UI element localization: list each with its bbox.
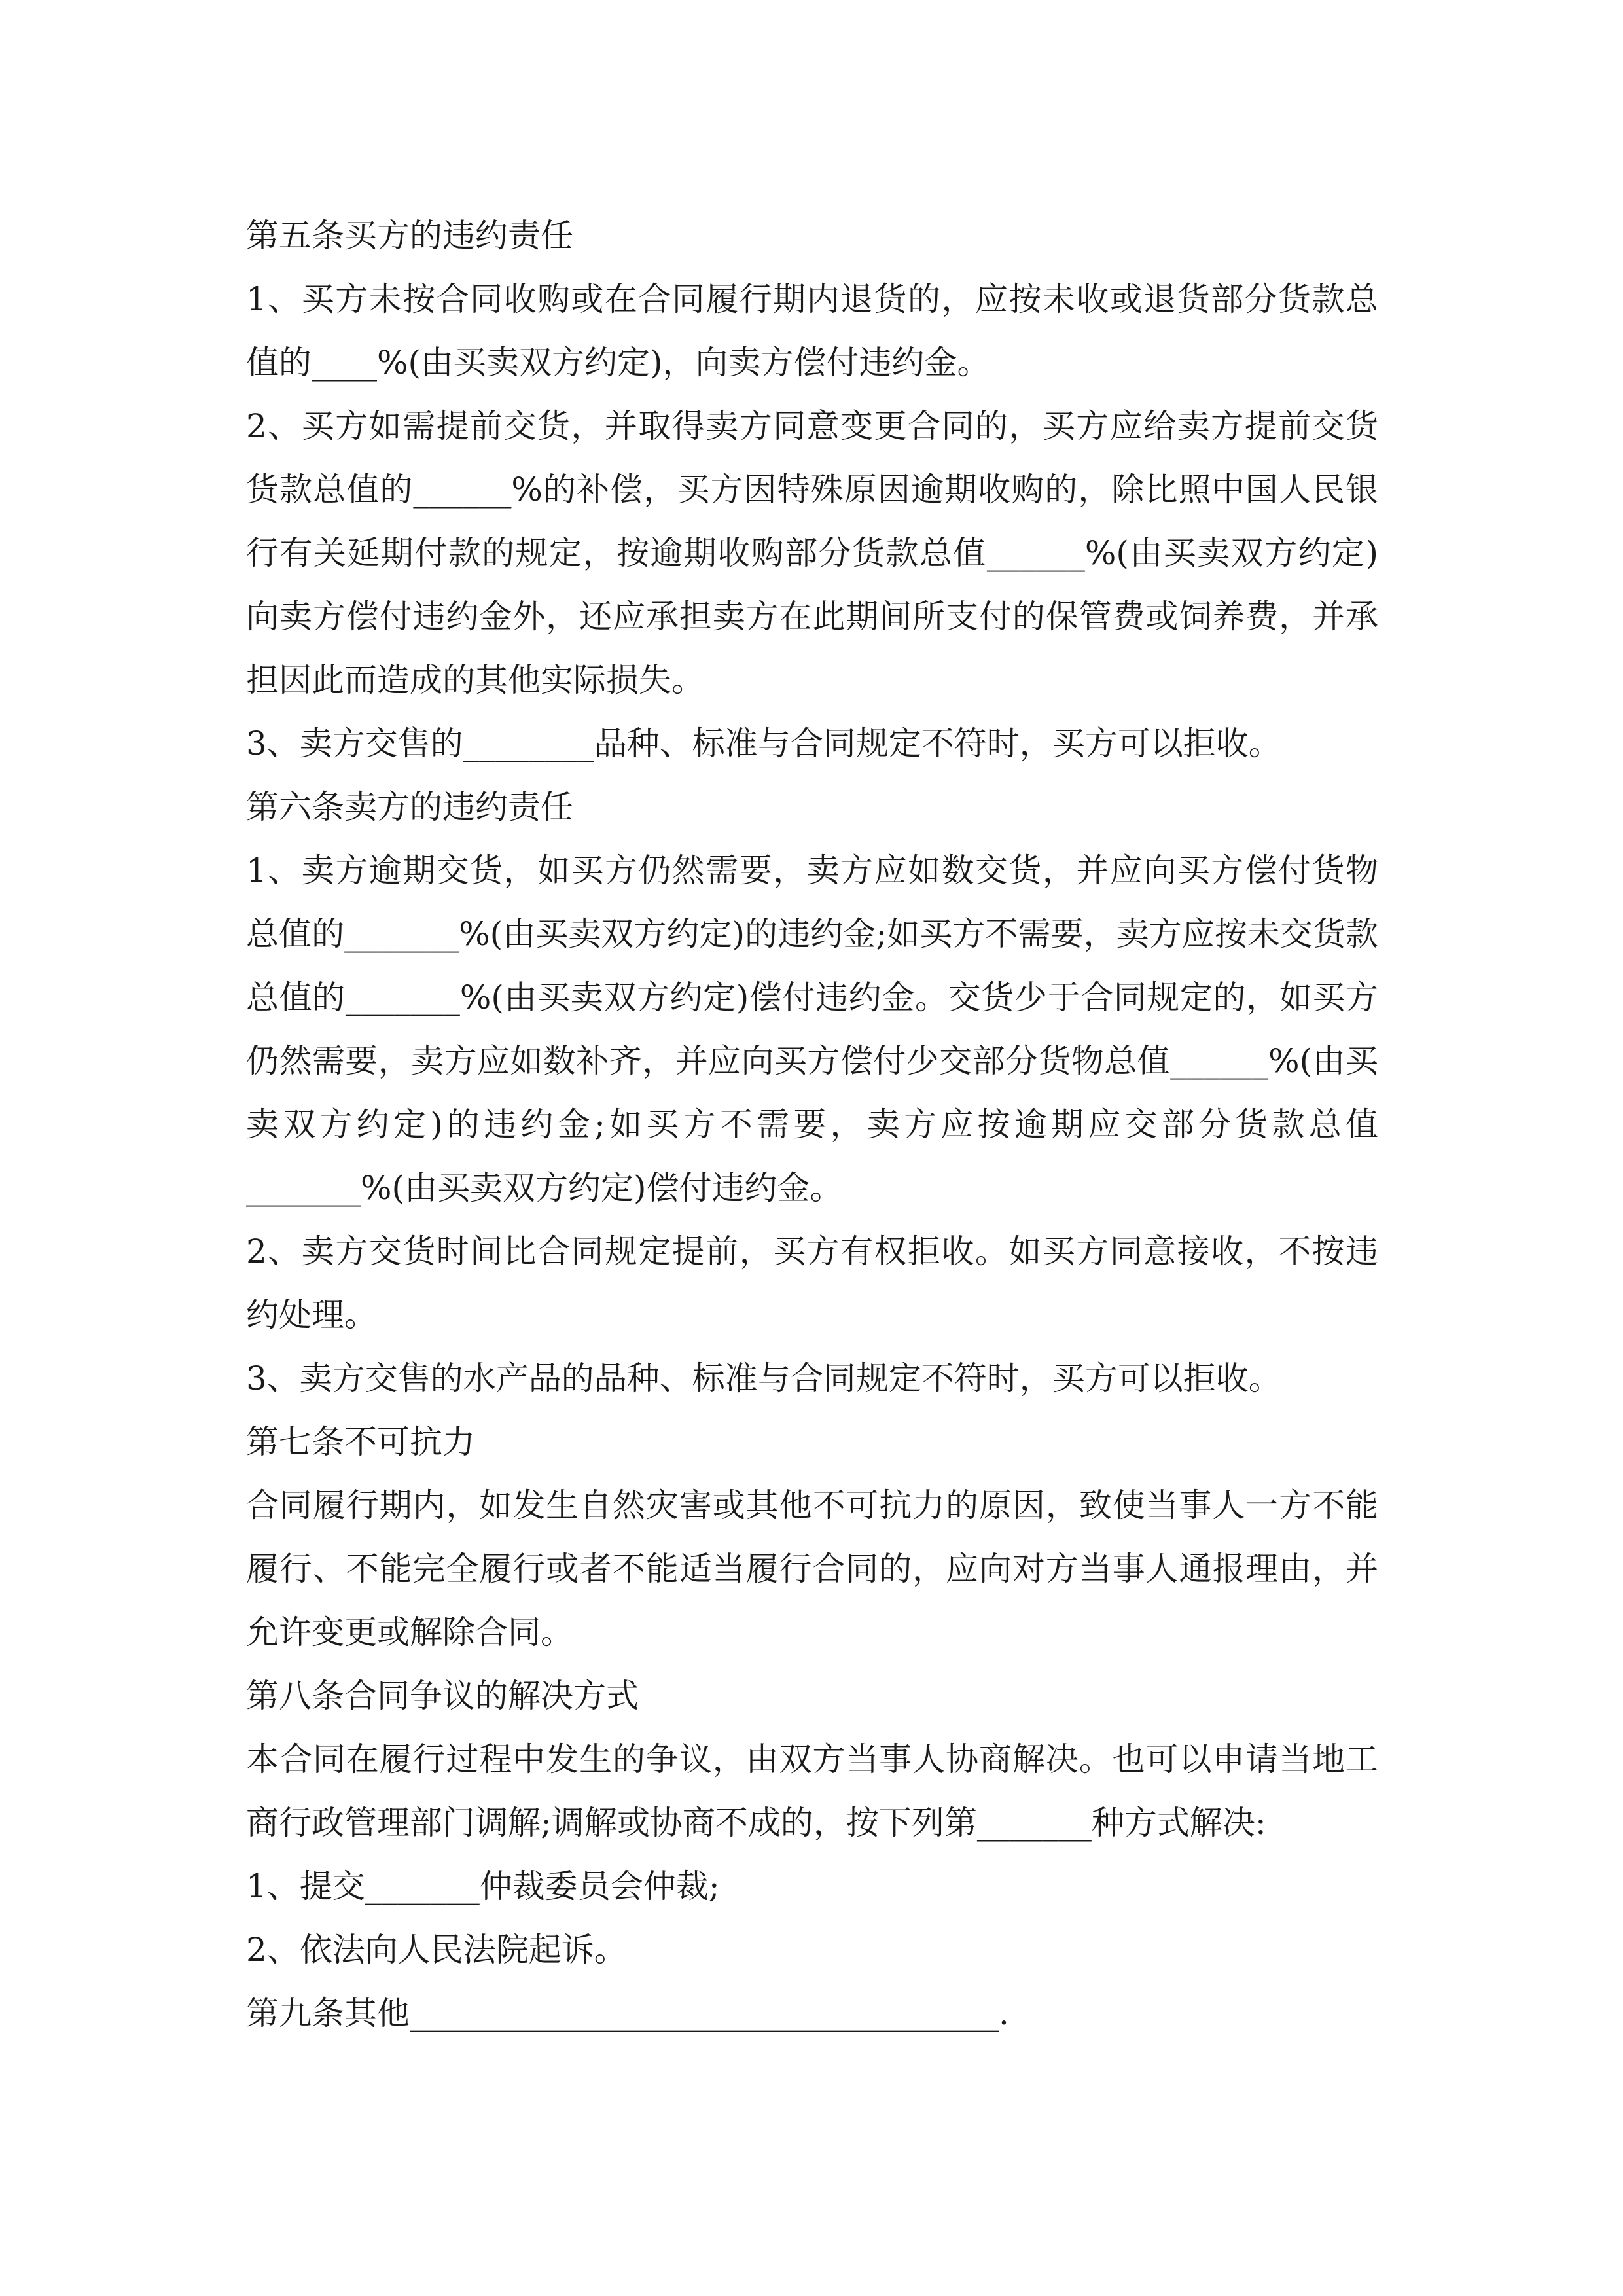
article-7-heading: 第七条不可抗力	[246, 1423, 475, 1461]
article-5-clause-2: 2、买方如需提前交货，并取得卖方同意变更合同的，买方应给卖方提前交货货款总值的______%的补偿，买方因特殊原因逾期收购的，除比照中国人民银行有关延期付款的规定，按逾期收购部分货款总值______%(由买卖双方约定)向卖方偿付违约金外，还应承担卖方在此期间所支付的保管费或饲养费，并承担因此而造成的其他实际损失。	[246, 407, 1378, 699]
article-5-heading: 第五条买方的违约责任	[246, 217, 573, 255]
article-8-text: 本合同在履行过程中发生的争议，由双方当事人协商解决。也可以申请当地工商行政管理部门调解;调解或协商不成的，按下列第_______种方式解决:	[246, 1740, 1378, 1842]
article-6-clause-3: 3、卖方交售的水产品的品种、标准与合同规定不符时，买方可以拒收。	[246, 1359, 1281, 1397]
article-5-clause-1: 1、买方未按合同收购或在合同履行期内退货的，应按未收或退货部分货款总值的____%(由买卖双方约定)，向卖方偿付违约金。	[246, 280, 1378, 382]
article-9-heading: 第九条其他____________________________________.	[246, 1994, 1009, 2032]
article-8-option-1: 1、提交_______仲裁委员会仲裁;	[246, 1867, 720, 1905]
article-8-heading: 第八条合同争议的解决方式	[246, 1677, 639, 1715]
article-6-clause-1: 1、卖方逾期交货，如买方仍然需要，卖方应如数交货，并应向买方偿付货物总值的_______%(由买卖双方约定)的违约金;如买方不需要，卖方应按未交货款总值的_______%(由买卖双方约定)偿付违约金。交货少于合同规定的，如买方仍然需要，卖方应如数补齐，并应向买方偿付少交部分货物总值______%(由买卖双方约定)的违约金;如买方不需要，卖方应按逾期应交部分货款总值_______%(由买卖双方约定)偿付违约金。	[246, 852, 1378, 1207]
article-7-text: 合同履行期内，如发生自然灾害或其他不可抗力的原因，致使当事人一方不能履行、不能完全履行或者不能适当履行合同的，应向对方当事人通报理由，并允许变更或解除合同。	[246, 1486, 1378, 1651]
contract-body	[246, 204, 1378, 2045]
article-6-clause-2: 2、卖方交货时间比合同规定提前，买方有权拒收。如买方同意接收，不按违约处理。	[246, 1232, 1378, 1334]
article-8-option-2: 2、依法向人民法院起诉。	[246, 1931, 627, 1969]
article-6-heading: 第六条卖方的违约责任	[246, 788, 573, 826]
article-5-clause-3: 3、卖方交售的________品种、标准与合同规定不符时，买方可以拒收。	[246, 725, 1281, 762]
